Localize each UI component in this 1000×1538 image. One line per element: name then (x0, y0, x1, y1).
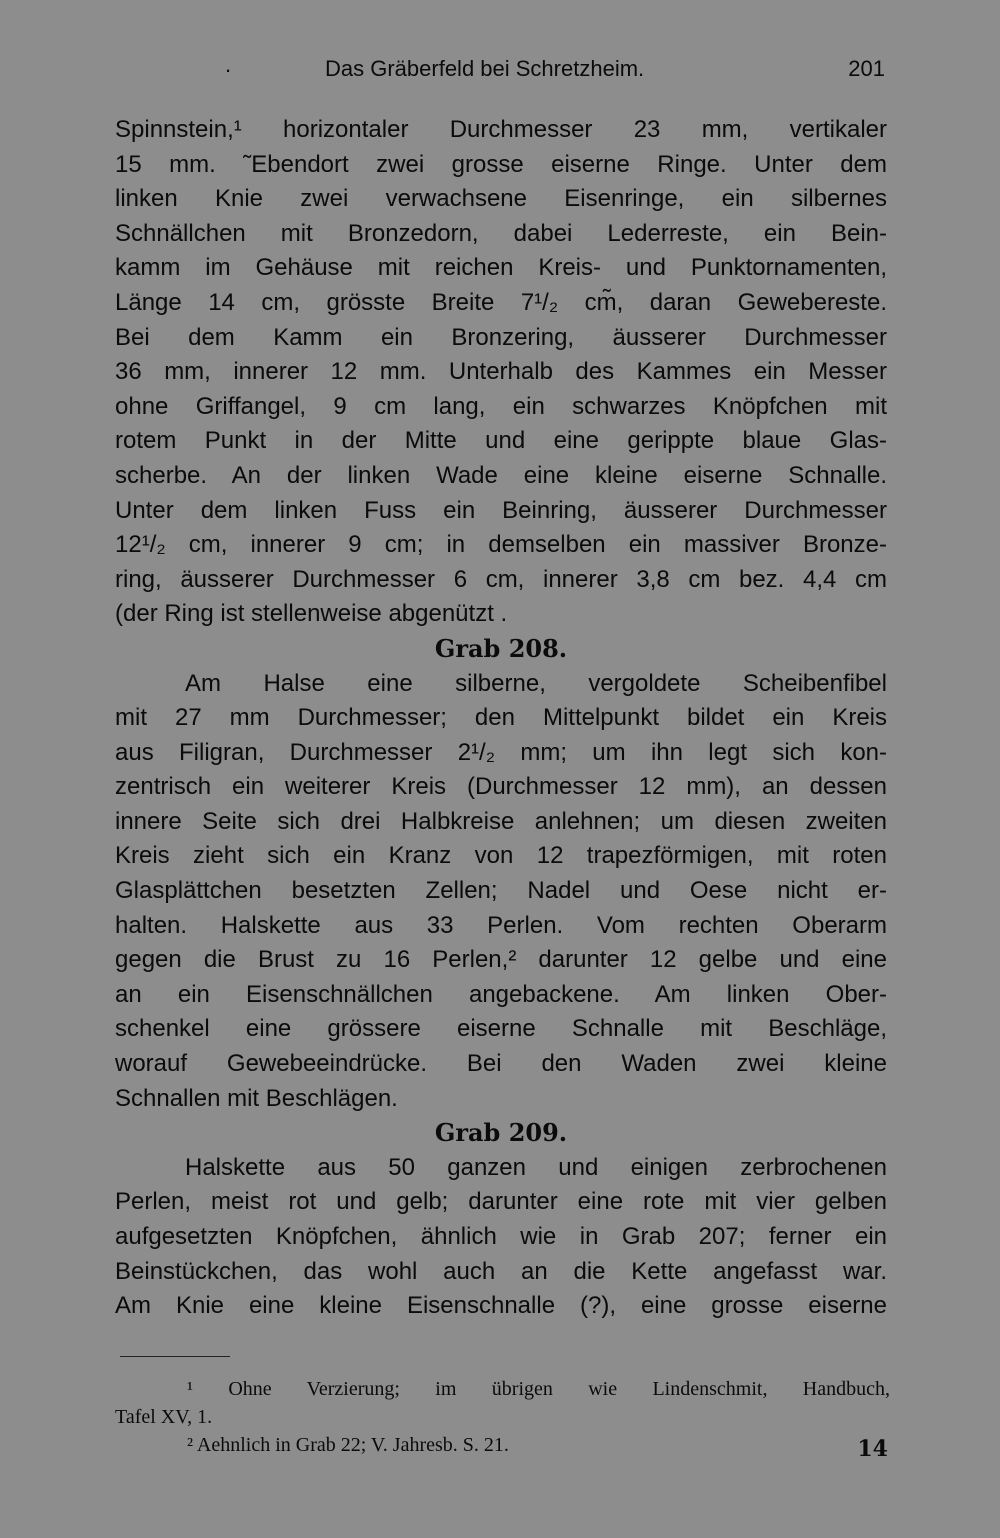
paragraph-grab-209 (115, 1151, 887, 1324)
text-line: aufgesetzten Knöpfchen, ähnlich wie in Grab 207; ferner ein (115, 1223, 887, 1250)
text-line: Halskette aus 50 ganzen und einigen zerbrochenen (185, 1153, 887, 1181)
footnote-1-continued: Tafel XV, 1. (115, 1406, 213, 1428)
text-line: kamm im Gehäuse mit reichen Kreis- und Punktornamenten, (115, 254, 887, 282)
page-header (115, 52, 885, 86)
text-line: scherbe. An der linken Wade eine kleine eiserne Schnalle. (115, 461, 887, 489)
text-line: halten. Halskette aus 33 Perlen. Vom rechten Oberarm (115, 911, 887, 939)
paragraph-grab-208 (115, 667, 887, 1117)
text-line: ohne Griffangel, 9 cm lang, ein schwarzes Knöpfchen mit (115, 392, 887, 420)
running-title: Das Gräberfeld bei Schretzheim. (325, 56, 645, 81)
text-line: Schnällchen mit Bronzedorn, dabei Lederreste, ein Bein- (115, 219, 887, 247)
text-line: an ein Eisenschnällchen angebackene. Am linken Ober- (115, 980, 887, 1008)
text-line: Spinnstein,¹ horizontaler Durchmesser 23 mm, vertikaler (115, 116, 887, 143)
footnote-2: ² Aehnlich in Grab 22; V. Jahresb. S. 21. (187, 1434, 509, 1456)
paragraph-grab-207-continued (115, 113, 887, 632)
footnote-1: ¹ Ohne Verzierung; im übrigen wie Lindenschmit, Handbuch, (187, 1378, 890, 1400)
text-line: Unter dem linken Fuss ein Beinring, äusserer Durchmesser (115, 496, 887, 524)
text-line: Länge 14 cm, grösste Breite 7¹/₂ cm̃, daran Gewebereste. (115, 288, 887, 316)
text-line: 12¹/₂ cm, innerer 9 cm; in demselben ein massiver Bronze- (115, 531, 887, 559)
heading-grab-209: Grab 209. (434, 1118, 568, 1148)
text-line: Glasplättchen besetzten Zellen; Nadel und Oese nicht er- (115, 877, 887, 905)
signature-mark: 14 (857, 1436, 888, 1462)
text-line: Am Halse eine silberne, vergoldete Scheibenfibel (185, 669, 887, 697)
text-line: worauf Gewebeeindrücke. Bei den Waden zwei kleine (115, 1050, 887, 1078)
text-line: 15 mm. ˜Ebendort zwei grosse eiserne Ringe. Unter dem (115, 150, 887, 178)
text-line: rotem Punkt in der Mitte und eine gerippte blaue Glas- (115, 427, 887, 455)
heading-grab-208: Grab 208. (434, 633, 568, 663)
footnote-separator (120, 1356, 230, 1357)
text-line: aus Filigran, Durchmesser 2¹/₂ mm; um ihn legt sich kon- (115, 738, 887, 766)
text-line: innere Seite sich drei Halbkreise anlehnen; um diesen zweiten (115, 807, 887, 835)
page-number: 201 (848, 56, 885, 81)
text-line: linken Knie zwei verwachsene Eisenringe, ein silbernes (115, 185, 887, 213)
text-line: 36 mm, innerer 12 mm. Unterhalb des Kammes ein Messer (115, 358, 887, 386)
text-line: Perlen, meist rot und gelb; darunter eine rote mit vier gelben (115, 1188, 887, 1216)
footnotes (115, 1375, 890, 1459)
text-line: schenkel eine grössere eiserne Schnalle mit Beschläge, (115, 1015, 887, 1043)
text-line: Bei dem Kamm ein Bronzering, äusserer Durchmesser (115, 323, 887, 351)
body-text (115, 113, 887, 1324)
text-line: ring, äusserer Durchmesser 6 cm, innerer 3,8 cm bez. 4,4 cm (115, 565, 887, 593)
header-dot: . (225, 52, 232, 77)
text-line: Beinstückchen, das wohl auch an die Kette angefasst war. (115, 1257, 887, 1285)
text-line: Am Knie eine kleine Eisenschnalle (?), eine grosse eiserne (115, 1292, 887, 1320)
text-line: Schnallen mit Beschlägen. (115, 1084, 398, 1112)
text-line: gegen die Brust zu 16 Perlen,² darunter 12 gelbe und eine (115, 946, 887, 974)
text-line: Kreis zieht sich ein Kranz von 12 trapezförmigen, mit roten (115, 842, 887, 870)
text-line: mit 27 mm Durchmesser; den Mittelpunkt bildet ein Kreis (115, 704, 887, 732)
text-line: zentrisch ein weiterer Kreis (Durchmesser 12 mm), an dessen (115, 773, 887, 801)
text-line: (der Ring ist stellenweise abgenützt . (115, 600, 508, 628)
